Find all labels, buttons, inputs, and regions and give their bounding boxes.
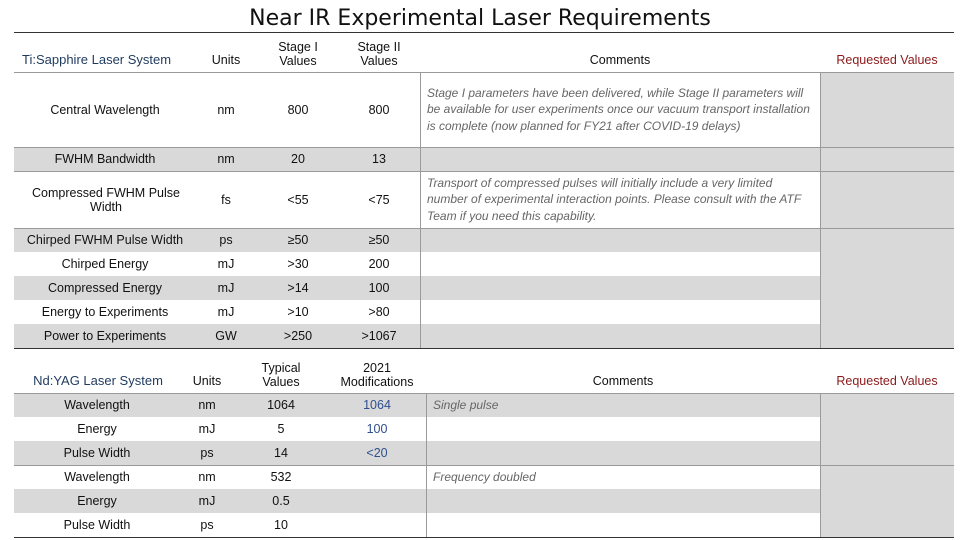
stage1-value: >250	[283, 329, 313, 343]
modification-value: <20	[366, 446, 388, 460]
comments-header: Comments	[592, 374, 654, 388]
param-label: Pulse Width	[63, 518, 131, 532]
stage1-value: >10	[287, 305, 309, 319]
typical-value: 0.5	[272, 494, 290, 508]
stage1-header-line1: Stage I	[278, 40, 318, 54]
unit-value: nm	[198, 398, 216, 412]
modification-value	[330, 465, 424, 489]
typical-value: 10	[274, 518, 288, 532]
stage1-value: >14	[287, 281, 309, 295]
requested-values-header: Requested Values	[836, 374, 938, 388]
modification-value	[330, 513, 424, 537]
requested-values-header: Requested Values	[836, 53, 938, 67]
stage1-value: ≥50	[287, 233, 309, 247]
row-comment	[433, 417, 813, 441]
stage2-value: ≥50	[368, 233, 390, 247]
typical-header-line1: Typical	[261, 361, 301, 375]
unit-value: mJ	[217, 281, 235, 295]
modification-value	[330, 489, 424, 513]
modifications-header-line2: Modifications	[340, 375, 414, 389]
units-header: Units	[192, 374, 222, 388]
unit-value: ps	[219, 233, 233, 247]
param-label: Energy to Experiments	[41, 305, 169, 319]
title-divider	[14, 32, 954, 33]
unit-value: ps	[200, 518, 214, 532]
modification-value: 100	[366, 422, 388, 436]
unit-value: mJ	[198, 494, 216, 508]
ti-comment-2: Transport of compressed pulses will initially include a very limited number of experimental interaction points. Please consult with the ATF Team if you need this capability.	[427, 175, 801, 223]
param-label: FWHM Bandwidth	[54, 152, 156, 166]
param-label: Energy	[77, 422, 117, 436]
ti-system-header: Ti:Sapphire Laser System	[22, 52, 172, 67]
stage2-header	[339, 36, 419, 72]
stage2-value: 200	[368, 257, 390, 271]
stage1-header-line2: Values	[279, 54, 317, 68]
column-divider	[820, 393, 821, 537]
unit-value: mJ	[198, 422, 216, 436]
table-bottom-rule	[14, 537, 954, 538]
param-label: Compressed Energy	[48, 281, 162, 295]
param-label: Central Wavelength	[50, 102, 160, 117]
table-bottom-rule	[14, 348, 954, 349]
row-comment: Frequency doubled	[433, 469, 536, 484]
row-divider	[14, 465, 954, 466]
typical-value: 14	[274, 446, 288, 460]
param-label: Power to Experiments	[43, 329, 167, 343]
param-label: Compressed FWHM Pulse Width	[32, 185, 180, 214]
nd-system-header: Nd:YAG Laser System	[33, 373, 163, 388]
typical-value: 1064	[267, 398, 295, 412]
unit-value: mJ	[217, 305, 235, 319]
column-divider	[820, 72, 821, 348]
modification-value: 1064	[363, 398, 391, 412]
stage2-value: >80	[368, 305, 390, 319]
comments-header: Comments	[589, 53, 651, 67]
param-label: Chirped Energy	[61, 257, 149, 271]
stage2-header-line1: Stage II	[357, 40, 401, 54]
row-comment: Single pulse	[433, 397, 499, 412]
stage1-value: >30	[287, 257, 309, 271]
stage1-value: <55	[287, 192, 309, 207]
unit-value: nm	[217, 102, 235, 117]
unit-value: ps	[200, 446, 214, 460]
stage2-value: >1067	[361, 329, 397, 343]
column-divider	[426, 393, 427, 537]
stage2-value: 800	[368, 102, 390, 117]
requested-values-cell[interactable]	[820, 72, 954, 348]
stage2-value: 100	[368, 281, 390, 295]
row-divider	[14, 171, 954, 172]
typical-value: 532	[270, 470, 292, 484]
stage2-value: <75	[368, 192, 390, 207]
unit-value: fs	[221, 192, 231, 207]
unit-value: nm	[217, 152, 235, 166]
typical-value: 5	[277, 422, 285, 436]
stage1-value: 20	[291, 152, 305, 166]
param-label: Wavelength	[64, 398, 130, 412]
stage2-value: 13	[372, 152, 386, 166]
row-comment	[433, 441, 813, 465]
param-label: Energy	[77, 494, 117, 508]
unit-value: GW	[215, 329, 237, 343]
row-divider	[14, 393, 954, 394]
ti-comment-1: Stage I parameters have been delivered, while Stage II parameters will be available for user experiments once our vacuum transport installation is complete (now planned for FY21 after COVID-19 delays)	[427, 85, 810, 133]
page-title: Near IR Experimental Laser Requirements	[249, 6, 711, 31]
column-divider	[420, 72, 421, 348]
modifications-header	[330, 357, 424, 393]
typical-header	[241, 357, 321, 393]
unit-value: mJ	[217, 257, 235, 271]
row-divider	[14, 72, 954, 73]
row-divider	[14, 147, 954, 148]
unit-value: nm	[198, 470, 216, 484]
stage1-value: 800	[287, 102, 309, 117]
param-label: Pulse Width	[63, 446, 131, 460]
row-comment	[433, 489, 813, 513]
row-divider	[14, 228, 954, 229]
stage2-header-line2: Values	[360, 54, 398, 68]
stage1-header	[258, 36, 338, 72]
param-label: Chirped FWHM Pulse Width	[26, 233, 184, 247]
units-header: Units	[211, 53, 241, 67]
row-comment	[433, 513, 813, 537]
typical-header-line2: Values	[262, 375, 300, 389]
modifications-header-line1: 2021	[363, 361, 391, 375]
param-label: Wavelength	[64, 470, 130, 484]
